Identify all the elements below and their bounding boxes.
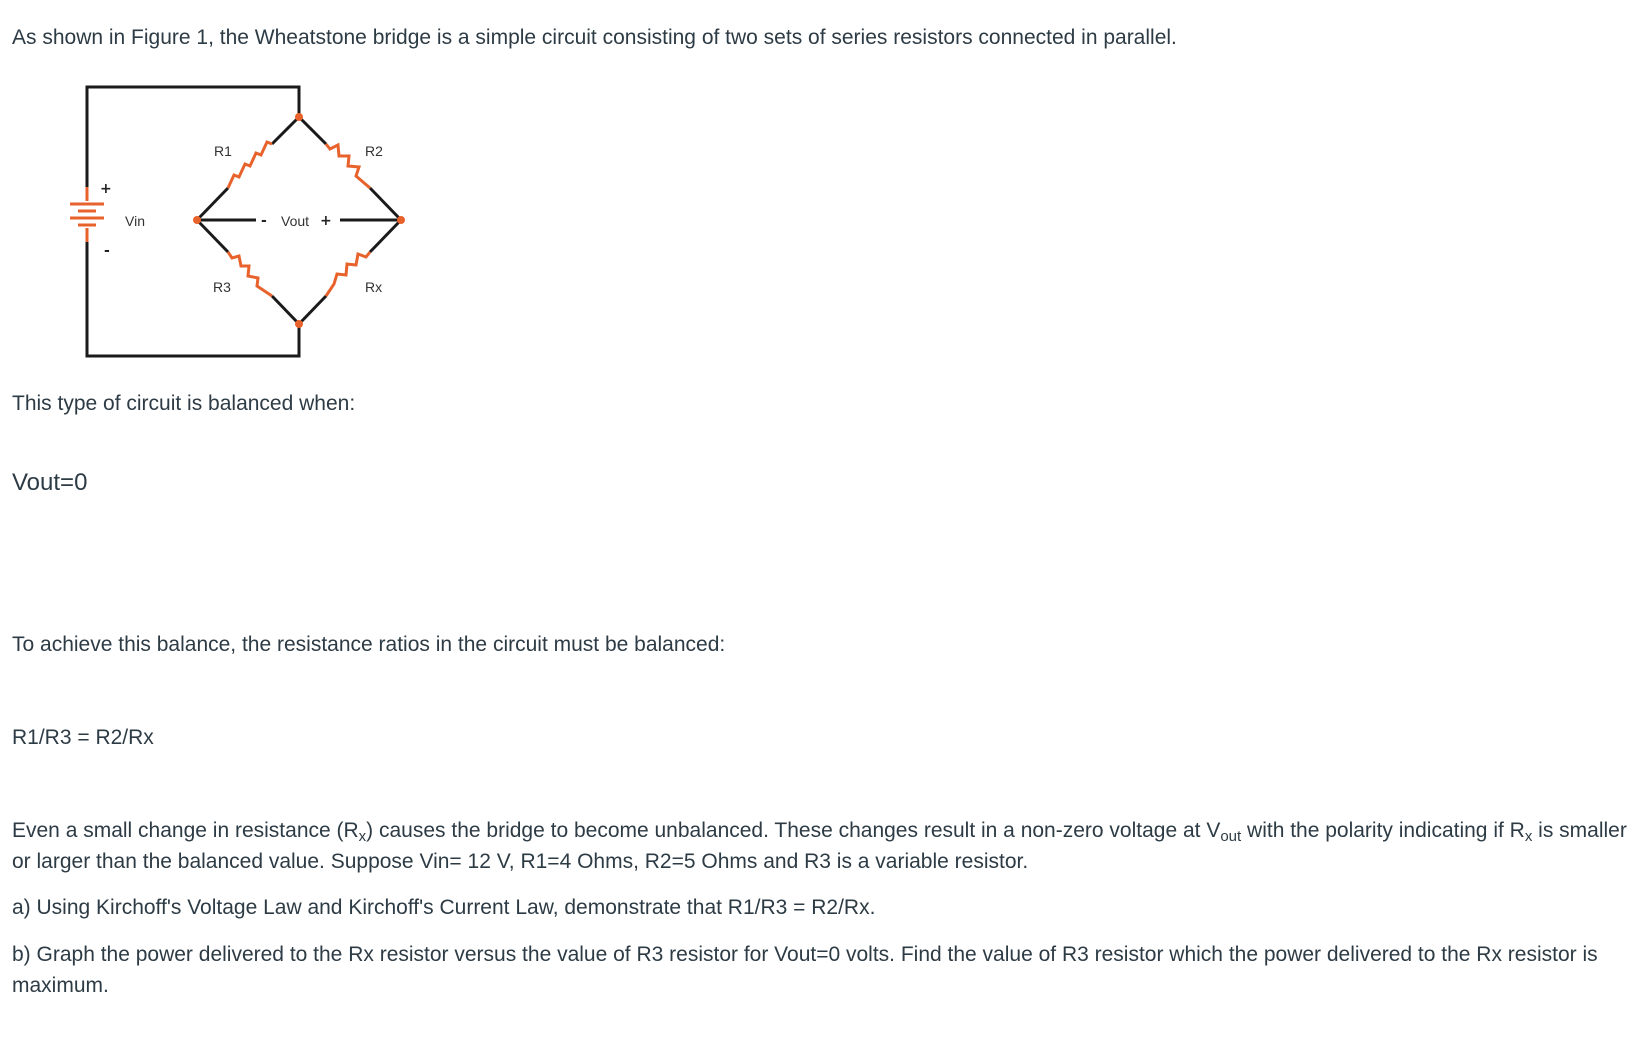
vout-plus-sign: +: [320, 213, 332, 229]
node-right: [397, 216, 405, 224]
wire-rx-bottom: [299, 296, 326, 324]
para-part-4: is smaller or larger than the balanced value. Suppose Vin= 12 V, R1=4 Ohms, R2=5 Ohms and R3 is a variable resistor.: [12, 819, 1627, 873]
subscript-out: out: [1220, 828, 1242, 845]
vin-minus-sign: -: [104, 243, 110, 259]
wire-r2-right: [370, 188, 401, 220]
subscript-x: x: [358, 828, 367, 845]
wire-r2-top: [299, 117, 326, 144]
r3-resistor-icon: [228, 252, 272, 296]
wire-r3-bottom: [272, 296, 299, 324]
r2-resistor-icon: [326, 144, 370, 188]
vin-plus-sign: +: [100, 181, 112, 197]
rx-resistor-icon: [326, 252, 370, 296]
ratio-intro-text: To achieve this balance, the resistance ratios in the circuit must be balanced:: [12, 633, 726, 656]
node-left: [193, 216, 201, 224]
balance-condition: Vout=0: [12, 469, 88, 496]
r1-label: R1: [214, 143, 232, 159]
rx-label: Rx: [365, 279, 383, 295]
para-part-2: ) causes the bridge to become unbalanced. These changes result in a non-zero voltage at V: [366, 819, 1221, 842]
vin-label: Vin: [125, 213, 145, 229]
wheatstone-bridge-figure: [60, 80, 440, 370]
node-top: [295, 113, 303, 121]
wire-r1-left: [197, 188, 228, 220]
intro-text: As shown in Figure 1, the Wheatstone bridge is a simple circuit consisting of two sets of series resistors connected in parallel.: [12, 26, 1177, 49]
vout-label: Vout: [281, 213, 310, 229]
explanation-paragraph: [12, 815, 1637, 877]
question-a: a) Using Kirchoff's Voltage Law and Kirchoff's Current Law, demonstrate that R1/R3 = R2/Rx.: [12, 896, 876, 919]
wire-rx-right: [370, 220, 401, 252]
battery-icon: [70, 187, 104, 242]
subscript-x-2: x: [1524, 828, 1533, 845]
r1-resistor-icon: [228, 142, 272, 188]
question-b: b) Graph the power delivered to the Rx resistor versus the value of R3 resistor for Vout=0 volts. Find the value of R3 resistor which the power delivered to the Rx resistor is maximum.: [12, 943, 1598, 997]
ratio-equation: R1/R3 = R2/Rx: [12, 726, 154, 749]
vout-minus-sign: -: [261, 213, 267, 229]
para-part-1: Even a small change in resistance (R: [12, 819, 359, 842]
para-part-3: with the polarity indicating if R: [1241, 819, 1525, 842]
balanced-intro-text: This type of circuit is balanced when:: [12, 392, 356, 415]
r3-label: R3: [213, 279, 231, 295]
wire-r1-top: [272, 117, 299, 144]
wire-r3-left: [197, 220, 228, 252]
node-bottom: [295, 320, 303, 328]
r2-label: R2: [365, 143, 383, 159]
